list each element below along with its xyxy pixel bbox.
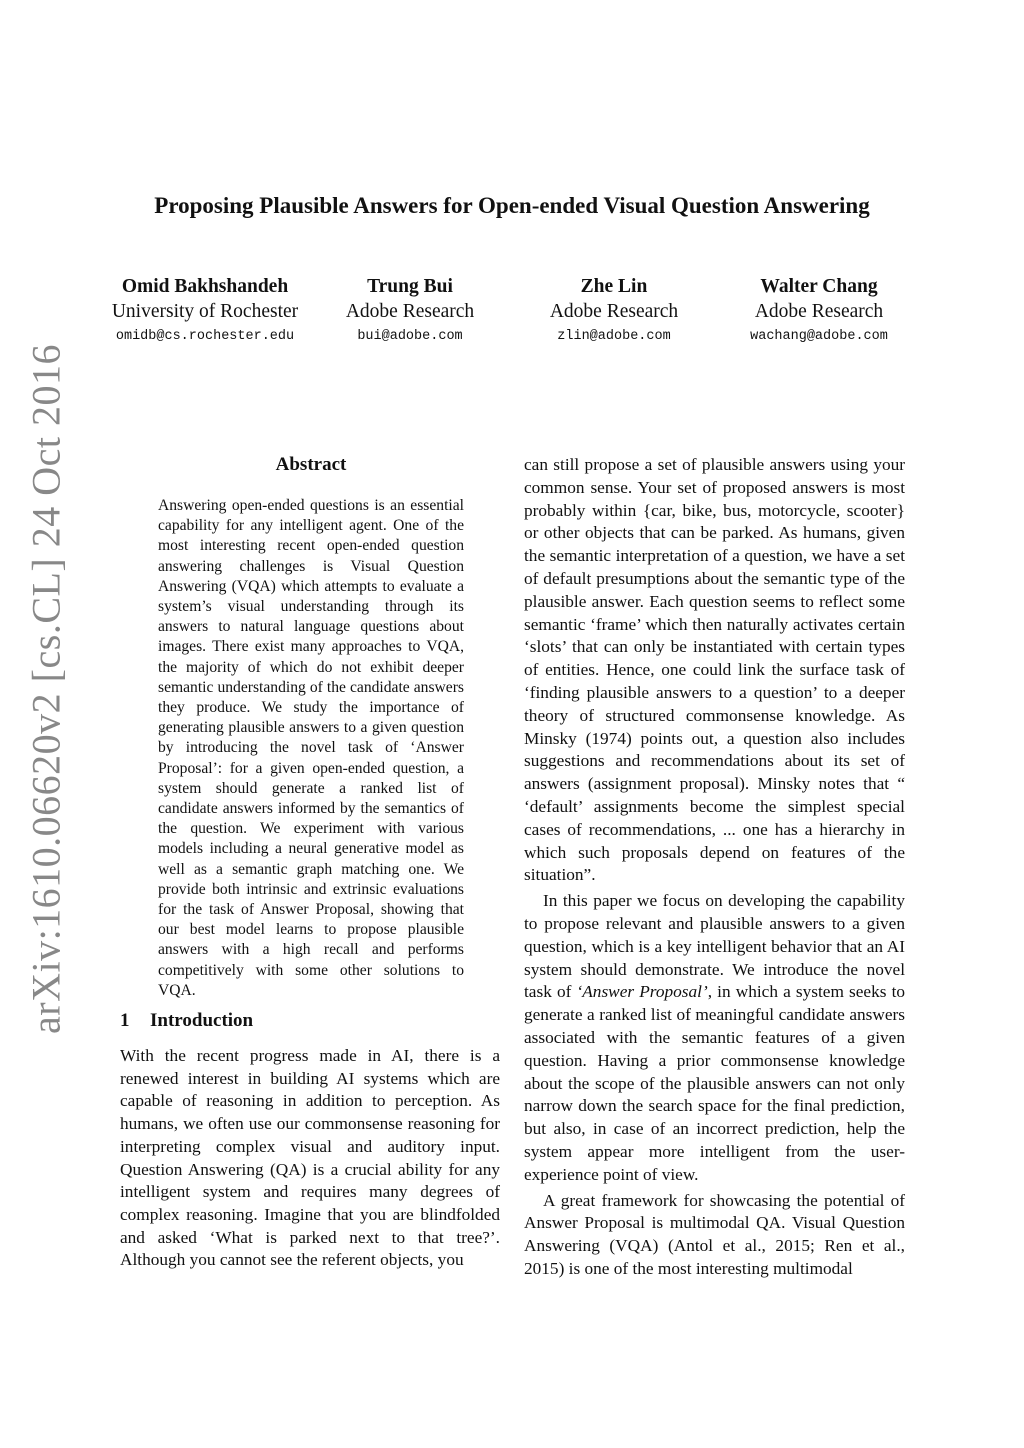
section-title: Introduction <box>150 1010 254 1031</box>
author-affiliation: University of Rochester <box>111 301 299 322</box>
author-email: wachang@adobe.com <box>750 329 888 344</box>
intro-paragraph-3: A great framework for showcasing the potential of Answer Proposal is multimodal QA. Visual Question Answering (VQA) (Antol et al., 2015; Ren et al., 2015) is one of the most interesting multimodal <box>524 1190 905 1278</box>
author-name: Omid Bakhshandeh <box>121 276 289 297</box>
author-affiliation: Adobe Research <box>345 301 475 322</box>
author-name: Walter Chang <box>760 276 878 297</box>
author-email: omidb@cs.rochester.edu <box>115 329 295 344</box>
intro-paragraph-1: With the recent progress made in AI, there is a renewed interest in building AI systems which are capable of reasoning in addition to perception. As humans, we often use our commonsense reasoning for interpreting complex visual and auditory input. Question Answering (QA) is a crucial ability for any intelligent system and requires many degrees of complex reasoning. Imagine that you are blindfolded and asked ‘What is parked next to that tree?’. Although you cannot see the referent objects, you <box>120 1046 500 1270</box>
author-name: Trung Bui <box>367 276 453 297</box>
author-name: Zhe Lin <box>580 276 648 297</box>
intro-paragraph-2 <box>524 890 905 1186</box>
abstract-heading: Abstract <box>275 454 347 475</box>
author-email: zlin@adobe.com <box>557 329 671 344</box>
abstract-text: Answering open-ended questions is an essential capability for any intelligent agent. One of the most interesting recent open-ended question answering challenges is Visual Question Answering (VQA) which attempts to evaluate a system’s visual understanding through its answers to natural language questions about images. There exist many approaches to VQA, the majority of which do not exhibit deeper semantic understanding of the candidate answers they produce. We study the importance of generating plausible answers to a given question by introducing the novel task of ‘Answer Proposal’: for a given open-ended question, a system should generate a ranked list of candidate answers informed by the semantics of the question. We experiment with various models including a neural generative model as well as a semantic graph matching one. We provide both intrinsic and extrinsic evaluations for the task of Answer Proposal, showing that our best model learns to propose plausible answers with a high recall and performs competitively with some other solutions to VQA. <box>158 497 464 999</box>
paper-title: Proposing Plausible Answers for Open-ended Visual Question Answering <box>154 193 870 218</box>
section-number: 1 <box>120 1010 130 1031</box>
author-affiliation: Adobe Research <box>754 301 884 322</box>
arxiv-identifier-text: arXiv:1610.06620v2 [cs.CL] 24 Oct 2016 <box>23 343 69 1035</box>
author-block <box>694 274 944 350</box>
right-column <box>524 454 905 1281</box>
author-affiliation: Adobe Research <box>549 301 679 322</box>
intro-paragraph-1-continued: can still propose a set of plausible answers using your common sense. Your set of proposed answers is most probably within {car, bike, bus, motorcycle, scooter} or other objects that can be parked. As humans, given the semantic interpretation of a question, we have a set of default presumptions about the semantic type of the plausible answer. Each question seems to reflect some semantic ‘frame’ which then naturally activates certain ‘slots’ that can only be instantiated with certain types of entities. Hence, one could link the surface task of ‘finding plausible answers to a question’ to a deeper theory of structured commonsense knowledge. As Minsky (1974) points out, a question also includes suggestions and recommendations about its set of answers (assignment proposal). Minsky notes that “ ‘default’ assignments become the simplest special cases of recommendations, ... one has a hierarchy in which such proposals depend on features of the situation”. <box>524 455 905 885</box>
answer-proposal-term: ‘Answer Proposal’ <box>576 982 708 1002</box>
intro-paragraph-2-text-cont: , in which a system seeks to generate a ranked list of meaningful candidate answers associated with the semantic features of a given question. Having a prior commonsense knowledge about the scope of the plausible answers can not only narrow down the search space for the final prediction, but also, in case of an incorrect prediction, help the system appear more intelligent from the user-experience point of view. <box>524 982 906 1184</box>
intro-paragraph-2-text: In this paper we focus on developing the capability to propose relevant and plausible answers to a given question, which is a key intelligent behavior that an AI system should demonstrate. We introduce the novel task of <box>524 891 905 1002</box>
author-email: bui@adobe.com <box>357 329 463 344</box>
section-heading-introduction <box>120 1009 253 1033</box>
